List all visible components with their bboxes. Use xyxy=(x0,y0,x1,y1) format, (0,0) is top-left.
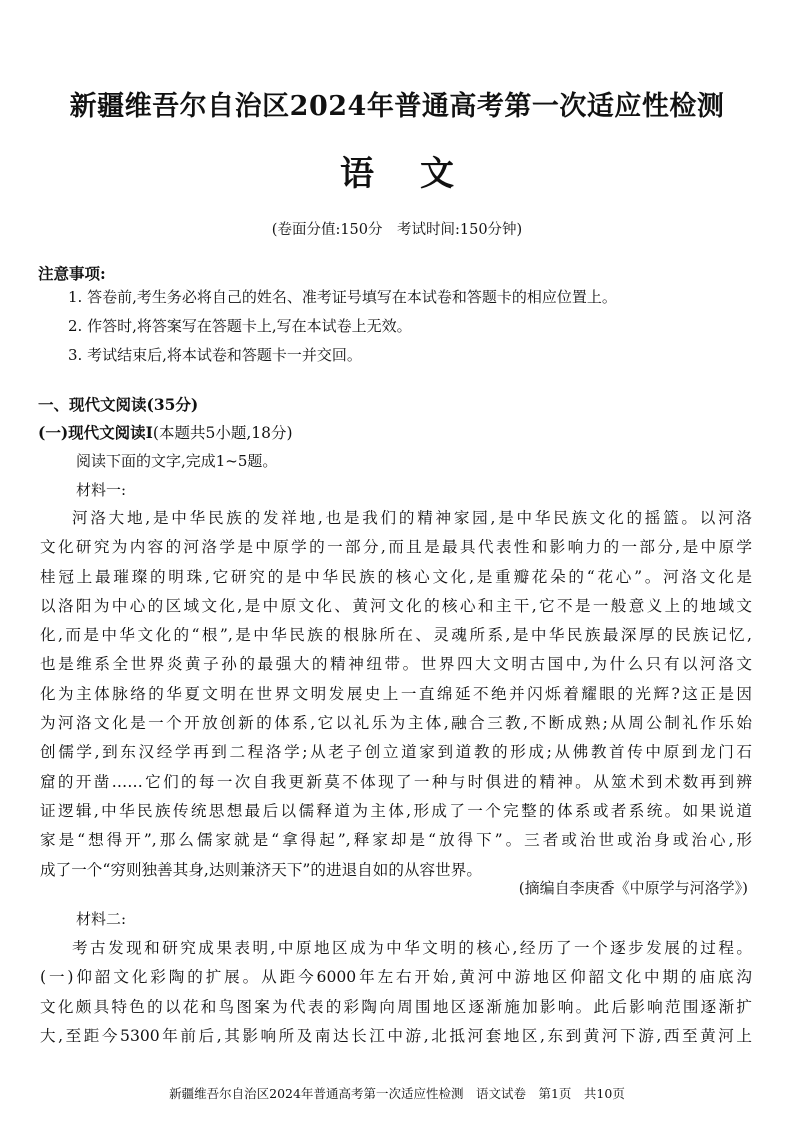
section-heading: 一、现代文阅读(35分) xyxy=(38,395,199,414)
passage-line: 化为主体脉络的华夏文明在世界文明发展史上一直绵延不绝并闪烁着耀眼的光辉?这正是因 xyxy=(40,684,752,703)
passage-line: 大,至距今5300年前后,其影响所及南达长江中游,北抵河套地区,东到黄河下游,西至黄河上 xyxy=(40,1026,752,1045)
passage-line: 创儒学,到东汉经学再到二程洛学;从老子创立道家到道教的形成;从佛教首传中原到龙门石 xyxy=(40,743,752,762)
notes-list xyxy=(68,283,768,370)
passage-line: 文化研究为内容的河洛学是中原学的一部分,而且是最具代表性和影响力的一部分,是中原学 xyxy=(40,538,752,557)
passage-line: 以洛阳为中心的区域文化,是中原文化、黄河文化的核心和主干,它不是一般意义上的地域文 xyxy=(40,596,752,615)
note-item: 2. 作答时,将答案写在答题卡上,写在本试卷上无效。 xyxy=(68,317,412,335)
material-one-source: (摘编自李庚香《中原学与河洛学》) xyxy=(518,879,748,897)
note-item: 1. 答卷前,考生务必将自己的姓名、准考证号填写在本试卷和答题卡的相应位置上。 xyxy=(68,288,617,306)
passage-line: 证逻辑,中华民族传统思想最后以儒释道为主体,形成了一个完整的体系或者系统。如果说道 xyxy=(40,801,752,820)
material-one-passage xyxy=(40,504,752,885)
passage-line: 河洛大地,是中华民族的发祥地,也是我们的精神家园,是中华民族文化的摇篮。以河洛 xyxy=(72,509,752,527)
subsection-title: (一)现代文阅读Ⅰ xyxy=(38,423,153,442)
passage-line: 桂冠上最璀璨的明珠,它研究的是中华民族的核心文化,是重瓣花朵的“花心”。河洛文化是 xyxy=(40,567,752,586)
passage-line: 成了一个“穷则独善其身,达则兼济天下”的进退自如的从容世界。 xyxy=(40,860,482,879)
material-two-label: 材料二: xyxy=(76,910,127,928)
passage-line: 为河洛文化是一个开放创新的体系,它以礼乐为主体,融合三教,不断成熟;从周公制礼作乐始 xyxy=(40,714,752,733)
material-two-passage xyxy=(40,934,752,1051)
note-item: 3. 考试结束后,将本试卷和答题卡一并交回。 xyxy=(68,346,362,364)
passage-line: (一)仰韶文化彩陶的扩展。从距今6000年左右开始,黄河中游地区仰韶文化中期的庙底沟 xyxy=(40,968,752,987)
passage-line: 窟的开凿……它们的每一次自我更新莫不体现了一种与时俱进的精神。从筮术到术数再到辨 xyxy=(40,772,752,791)
passage-line: 家是“想得开”,那么儒家就是“拿得起”,释家却是“放得下”。三者或治世或治身或治心,形 xyxy=(40,831,752,850)
exam-title: 新疆维吾尔自治区2024年普通高考第一次适应性检测 xyxy=(69,91,725,122)
subsection-heading xyxy=(38,421,293,443)
page-footer: 新疆维吾尔自治区2024年普通高考第一次适应性检测 语文试卷 第1页 共10页 xyxy=(169,1086,625,1101)
reading-instruction: 阅读下面的文字,完成1~5题。 xyxy=(76,452,278,470)
passage-line: 也是维系全世界炎黄子孙的最强大的精神纽带。世界四大文明古国中,为什么只有以河洛文 xyxy=(40,655,752,674)
subject-title: 语文 xyxy=(340,154,500,194)
passage-line: 文化颇具特色的以花和鸟图案为代表的彩陶向周围地区逐渐施加影响。此后影响范围逐渐扩 xyxy=(40,997,752,1016)
passage-line: 考古发现和研究成果表明,中原地区成为中华文明的核心,经历了一个逐步发展的过程。 xyxy=(72,939,752,957)
exam-info: (卷面分值:150分 考试时间:150分钟) xyxy=(271,222,523,238)
subsection-note: (本题共5小题,18分) xyxy=(152,424,293,442)
notes-heading: 注意事项: xyxy=(38,264,106,283)
passage-line: 化,而是中华文化的“根”,是中华民族的根脉所在、灵魂所系,是中华民族最深厚的民族记忆, xyxy=(40,626,752,645)
material-one-label: 材料一: xyxy=(76,481,127,499)
